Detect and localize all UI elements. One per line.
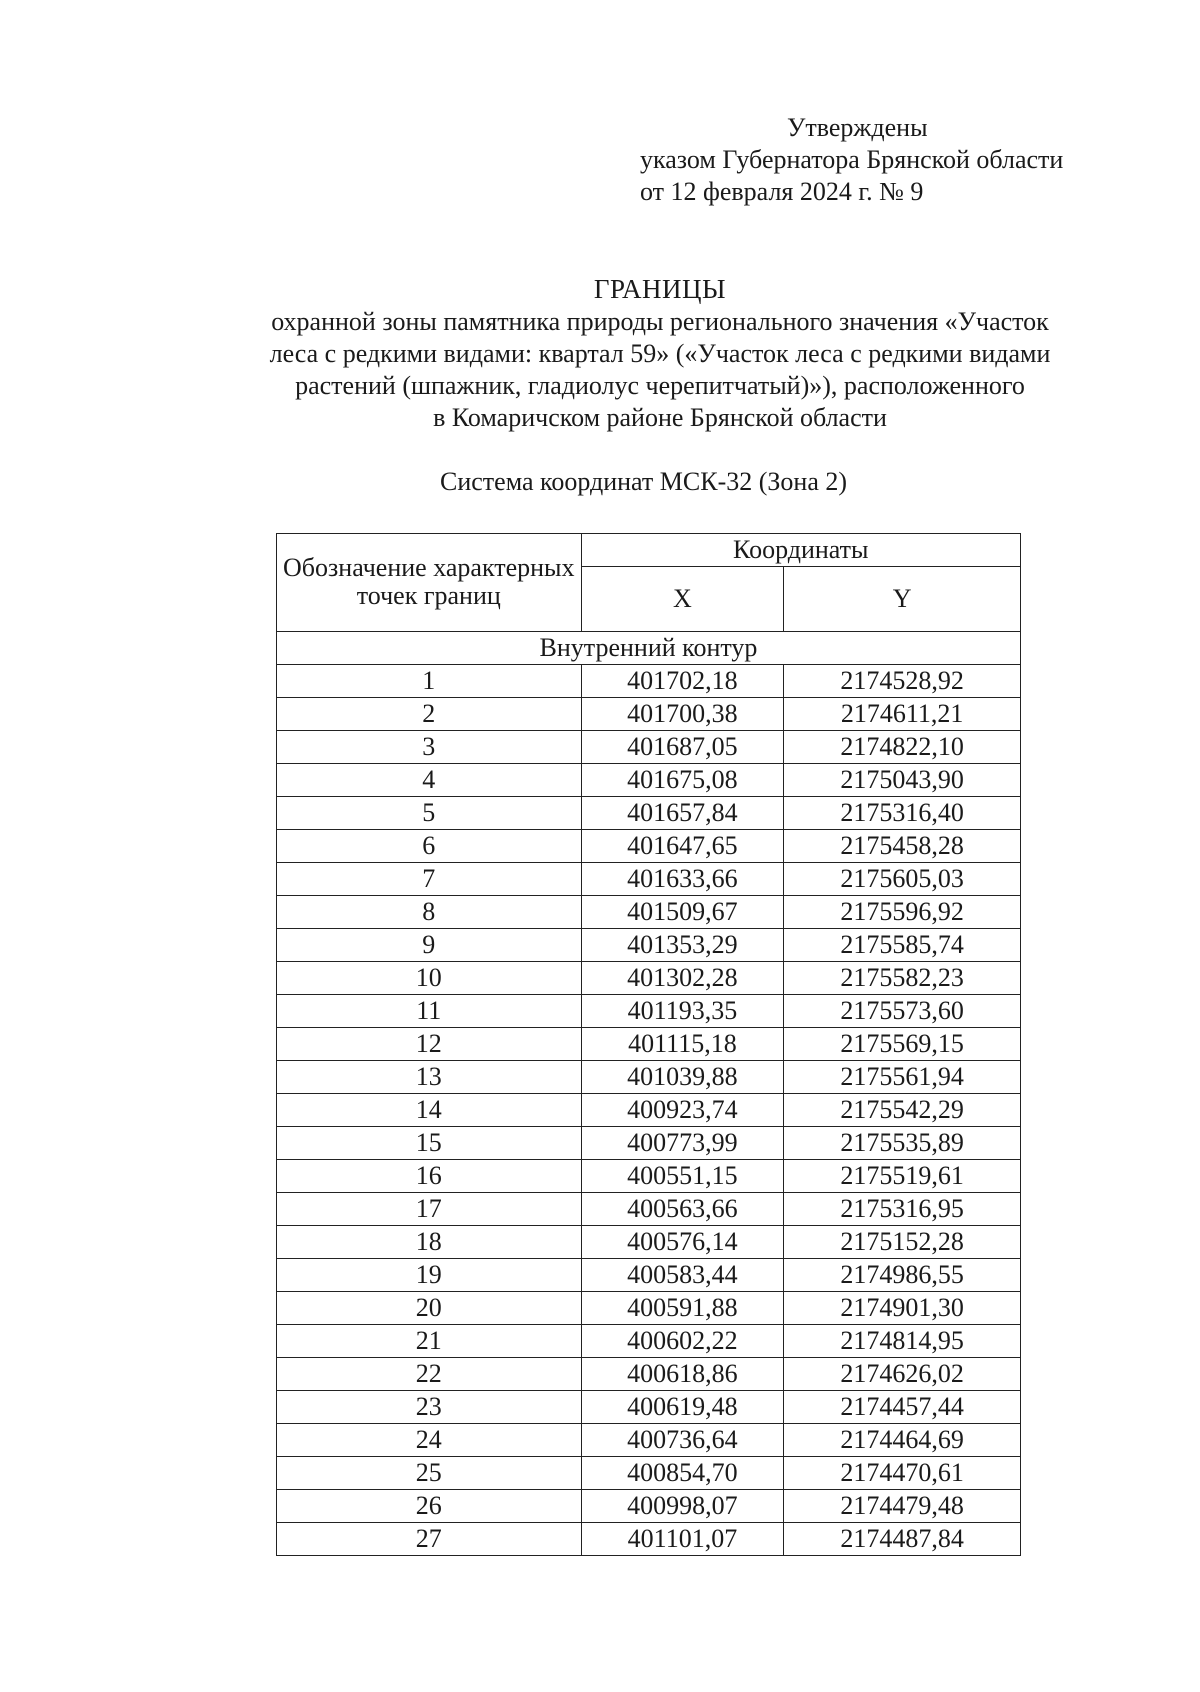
point-number: 22 xyxy=(277,1358,582,1391)
point-number: 26 xyxy=(277,1490,582,1523)
table-row xyxy=(277,1259,1021,1292)
coord-x: 401700,38 xyxy=(581,698,784,731)
table-row xyxy=(277,1292,1021,1325)
coord-y: 2175573,60 xyxy=(784,995,1021,1028)
coord-y: 2174479,48 xyxy=(784,1490,1021,1523)
coord-x: 401302,28 xyxy=(581,962,784,995)
table-row xyxy=(277,962,1021,995)
coord-y: 2175582,23 xyxy=(784,962,1021,995)
coord-y: 2175569,15 xyxy=(784,1028,1021,1061)
point-number: 12 xyxy=(277,1028,582,1061)
coord-x: 401193,35 xyxy=(581,995,784,1028)
coord-x: 400583,44 xyxy=(581,1259,784,1292)
contour-label: Внутренний контур xyxy=(277,632,1021,665)
coord-y: 2174528,92 xyxy=(784,665,1021,698)
coord-x: 401101,07 xyxy=(581,1523,784,1556)
approval-stamp xyxy=(640,112,1063,208)
coord-y: 2175043,90 xyxy=(784,764,1021,797)
coord-y: 2174822,10 xyxy=(784,731,1021,764)
table-row xyxy=(277,1127,1021,1160)
coord-y: 2174464,69 xyxy=(784,1424,1021,1457)
table-row xyxy=(277,731,1021,764)
table-row xyxy=(277,1523,1021,1556)
coord-x: 400563,66 xyxy=(581,1193,784,1226)
title-block xyxy=(190,272,1130,434)
coord-x: 400591,88 xyxy=(581,1292,784,1325)
coord-y: 2174611,21 xyxy=(784,698,1021,731)
header-point-designation: Обозначение характерных точек границ xyxy=(277,534,582,632)
point-number: 4 xyxy=(277,764,582,797)
point-number: 21 xyxy=(277,1325,582,1358)
coord-x: 400923,74 xyxy=(581,1094,784,1127)
coord-y: 2174487,84 xyxy=(784,1523,1021,1556)
point-number: 14 xyxy=(277,1094,582,1127)
point-number: 25 xyxy=(277,1457,582,1490)
point-number: 5 xyxy=(277,797,582,830)
coord-x: 401509,67 xyxy=(581,896,784,929)
coord-y: 2175519,61 xyxy=(784,1160,1021,1193)
coord-x: 401675,08 xyxy=(581,764,784,797)
table-row xyxy=(277,995,1021,1028)
table-row xyxy=(277,1193,1021,1226)
table-row xyxy=(277,797,1021,830)
point-number: 19 xyxy=(277,1259,582,1292)
coord-y: 2175585,74 xyxy=(784,929,1021,962)
table-row xyxy=(277,698,1021,731)
coord-x: 400854,70 xyxy=(581,1457,784,1490)
table-row xyxy=(277,1424,1021,1457)
table-row xyxy=(277,863,1021,896)
point-number: 27 xyxy=(277,1523,582,1556)
coord-x: 401039,88 xyxy=(581,1061,784,1094)
coord-x: 401657,84 xyxy=(581,797,784,830)
point-number: 7 xyxy=(277,863,582,896)
point-number: 18 xyxy=(277,1226,582,1259)
coord-x: 400773,99 xyxy=(581,1127,784,1160)
header-x: X xyxy=(581,567,784,632)
point-number: 11 xyxy=(277,995,582,1028)
point-number: 13 xyxy=(277,1061,582,1094)
coord-x: 400618,86 xyxy=(581,1358,784,1391)
table-row xyxy=(277,1391,1021,1424)
coord-x: 401633,66 xyxy=(581,863,784,896)
coord-x: 400619,48 xyxy=(581,1391,784,1424)
table-row xyxy=(277,1358,1021,1391)
table-row xyxy=(277,1094,1021,1127)
point-number: 6 xyxy=(277,830,582,863)
coord-y: 2175561,94 xyxy=(784,1061,1021,1094)
subtitle-line-1: охранной зоны памятника природы регионального значения «Участок xyxy=(271,307,1049,336)
coord-y: 2175605,03 xyxy=(784,863,1021,896)
contour-row xyxy=(277,632,1021,665)
point-number: 24 xyxy=(277,1424,582,1457)
coord-y: 2175596,92 xyxy=(784,896,1021,929)
point-number: 23 xyxy=(277,1391,582,1424)
table-row xyxy=(277,929,1021,962)
point-number: 2 xyxy=(277,698,582,731)
table-row xyxy=(277,896,1021,929)
point-number: 8 xyxy=(277,896,582,929)
coord-y: 2174626,02 xyxy=(784,1358,1021,1391)
coord-x: 400602,22 xyxy=(581,1325,784,1358)
point-number: 20 xyxy=(277,1292,582,1325)
table-row xyxy=(277,1490,1021,1523)
coordinates-table-body xyxy=(277,632,1021,1556)
coord-y: 2175535,89 xyxy=(784,1127,1021,1160)
table-row xyxy=(277,764,1021,797)
coord-x: 400551,15 xyxy=(581,1160,784,1193)
coord-x: 401687,05 xyxy=(581,731,784,764)
table-row xyxy=(277,1160,1021,1193)
subtitle-line-2: леса с редкими видами: квартал 59» («Участок леса с редкими видами xyxy=(269,339,1051,368)
table-row xyxy=(277,830,1021,863)
point-number: 15 xyxy=(277,1127,582,1160)
point-number: 1 xyxy=(277,665,582,698)
coord-x: 401702,18 xyxy=(581,665,784,698)
coord-y: 2174986,55 xyxy=(784,1259,1021,1292)
coord-y: 2174814,95 xyxy=(784,1325,1021,1358)
table-row xyxy=(277,1028,1021,1061)
point-number: 10 xyxy=(277,962,582,995)
table-row xyxy=(277,1226,1021,1259)
subtitle-line-3: растений (шпажник, гладиолус черепитчатый)»), расположенного xyxy=(295,371,1025,400)
coordinate-system-label: Система координат МСК-32 (Зона 2) xyxy=(440,467,848,496)
coord-y: 2175458,28 xyxy=(784,830,1021,863)
approval-line-1: Утверждены xyxy=(787,113,928,142)
header-coordinates: Координаты xyxy=(581,534,1020,567)
coord-x: 401115,18 xyxy=(581,1028,784,1061)
approval-line-2: указом Губернатора Брянской области xyxy=(640,145,1064,174)
coord-y: 2174470,61 xyxy=(784,1457,1021,1490)
subtitle-line-4: в Комаричском районе Брянской области xyxy=(433,403,887,432)
table-row xyxy=(277,1325,1021,1358)
coord-y: 2174457,44 xyxy=(784,1391,1021,1424)
coord-x: 400576,14 xyxy=(581,1226,784,1259)
coord-y: 2174901,30 xyxy=(784,1292,1021,1325)
coord-y: 2175542,29 xyxy=(784,1094,1021,1127)
point-number: 9 xyxy=(277,929,582,962)
coord-y: 2175316,40 xyxy=(784,797,1021,830)
point-number: 3 xyxy=(277,731,582,764)
point-number: 16 xyxy=(277,1160,582,1193)
coord-x: 401353,29 xyxy=(581,929,784,962)
document-title: ГРАНИЦЫ xyxy=(593,274,727,304)
coord-x: 400736,64 xyxy=(581,1424,784,1457)
coord-x: 400998,07 xyxy=(581,1490,784,1523)
header-y: Y xyxy=(784,567,1021,632)
point-number: 17 xyxy=(277,1193,582,1226)
coord-x: 401647,65 xyxy=(581,830,784,863)
table-row xyxy=(277,665,1021,698)
approval-line-3: от 12 февраля 2024 г. № 9 xyxy=(640,177,924,206)
coordinates-table xyxy=(276,533,1021,1556)
table-row xyxy=(277,1457,1021,1490)
table-row xyxy=(277,1061,1021,1094)
document-subtitle xyxy=(190,306,1130,434)
coord-y: 2175316,95 xyxy=(784,1193,1021,1226)
coord-y: 2175152,28 xyxy=(784,1226,1021,1259)
